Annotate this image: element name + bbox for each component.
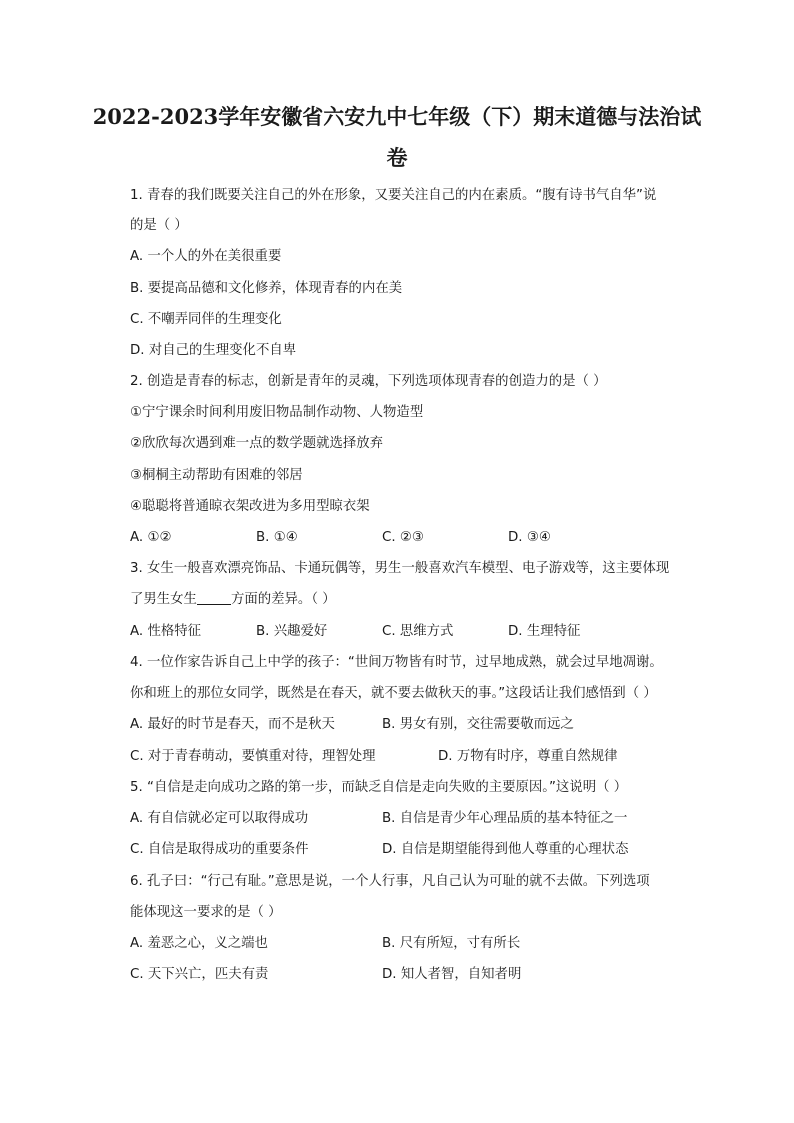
- question-6-option-c: C. 天下兴亡，匹夫有责: [130, 967, 269, 982]
- question-2-stem-line-1: 2. 创造是青春的标志，创新是青年的灵魂，下列选项体现青春的创造力的是（ ）: [130, 374, 607, 389]
- question-6-option-d: D. 知人者智，自知者明: [382, 967, 522, 982]
- question-3-stem-after-blank: 方面的差异。（ ）: [230, 592, 336, 607]
- exam-title-line-1: 2022-2023学年安徽省六安九中七年级（下）期末道德与法治试: [92, 104, 702, 129]
- question-1-option-a: A. 一个人的外在美很重要: [130, 249, 282, 264]
- question-3-option-a: A. 性格特征: [130, 624, 201, 639]
- question-2-statement-2: ②欣欣每次遇到难一点的数学题就选择放弃: [130, 436, 384, 451]
- question-1-option-c: C. 不嘲弄同伴的生理变化: [130, 312, 282, 327]
- question-4-stem-line-2: 你和班上的那位女同学，既然是在春天，就不要去做秋天的事。”这段话让我们感悟到（ ）: [130, 686, 657, 701]
- question-3-stem-line-2: [130, 590, 336, 610]
- question-5-option-d: D. 自信是期望能得到他人尊重的心理状态: [382, 842, 629, 857]
- question-2-statement-3: ③桐桐主动帮助有困难的邻居: [130, 468, 303, 483]
- question-4-option-c: C. 对于青春萌动，要慎重对待，理智处理: [130, 749, 376, 764]
- question-1-option-b: B. 要提高品德和文化修养，体现青春的内在美: [130, 281, 403, 296]
- exam-title-line-2: 卷: [386, 145, 408, 170]
- question-5-option-b: B. 自信是青少年心理品质的基本特征之一: [382, 811, 628, 826]
- question-3-blank: [197, 590, 231, 605]
- question-2-option-d: D. ③④: [508, 530, 551, 545]
- question-2-statement-4: ④聪聪将普通晾衣架改进为多用型晾衣架: [130, 499, 370, 514]
- question-3-option-c: C. 思维方式: [382, 624, 454, 639]
- question-3-stem-before-blank: 了男生女生: [130, 592, 197, 607]
- question-6-stem-line-1: 6. 孔子曰：“行己有耻。”意思是说，一个人行事，凡自己认为可耻的就不去做。下列选项: [130, 874, 650, 889]
- question-3-option-b: B. 兴趣爱好: [256, 624, 328, 639]
- question-3-option-d: D. 生理特征: [508, 624, 581, 639]
- question-2-statement-1: ①宁宁课余时间利用废旧物品制作动物、人物造型: [130, 405, 424, 420]
- question-6-option-b: B. 尺有所短，寸有所长: [382, 936, 521, 951]
- question-6-stem-line-2: 能体现这一要求的是（ ）: [130, 905, 282, 920]
- question-1-stem-line-2: 的是（ ）: [130, 218, 188, 233]
- question-2-option-a: A. ①②: [130, 530, 172, 545]
- question-2-option-c: C. ②③: [382, 530, 424, 545]
- question-5-option-c: C. 自信是取得成功的重要条件: [130, 842, 309, 857]
- question-4-stem-line-1: 4. 一位作家告诉自己上中学的孩子：“世间万物皆有时节，过早地成熟，就会过早地凋谢。: [130, 655, 663, 670]
- question-6-option-a: A. 羞恶之心，义之端也: [130, 936, 268, 951]
- question-5-option-a: A. 有自信就必定可以取得成功: [130, 811, 309, 826]
- question-4-option-b: B. 男女有别，交往需要敬而远之: [382, 717, 574, 732]
- question-4-option-a: A. 最好的时节是春天，而不是秋天: [130, 717, 335, 732]
- question-1-option-d: D. 对自己的生理变化不自卑: [130, 343, 297, 358]
- question-5-stem-line-1: 5. “自信是走向成功之路的第一步，而缺乏自信是走向失败的主要原因。”这说明（ ）: [130, 780, 628, 795]
- question-2-option-b: B. ①④: [256, 530, 298, 545]
- question-4-option-d: D. 万物有时序，尊重自然规律: [438, 749, 618, 764]
- question-3-stem-line-1: 3. 女生一般喜欢漂亮饰品、卡通玩偶等，男生一般喜欢汽车模型、电子游戏等，这主要体现: [130, 561, 670, 576]
- question-1-stem-line-1: 1. 青春的我们既要关注自己的外在形象，又要关注自己的内在素质。“腹有诗书气自华”说: [130, 188, 657, 203]
